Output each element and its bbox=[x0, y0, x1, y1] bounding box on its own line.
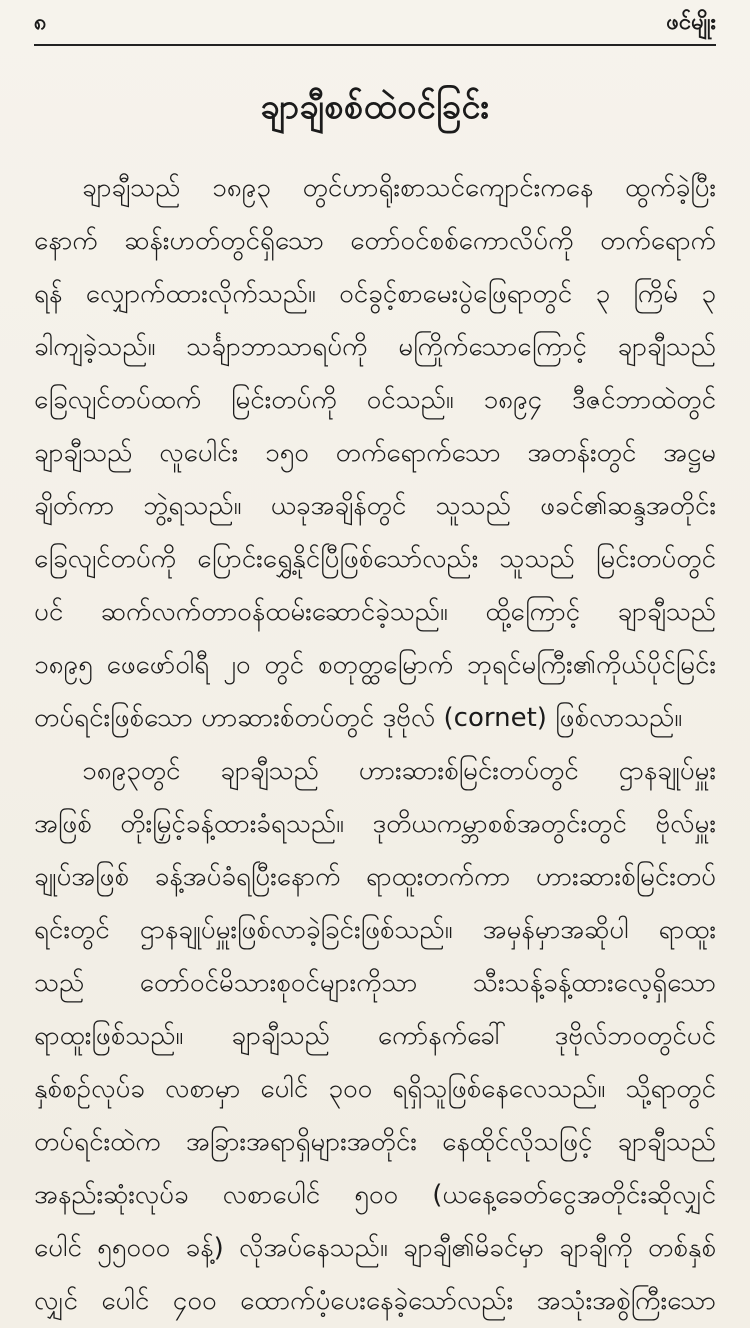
text-line: သည် တော်ဝင်မိသားစုဝင်များကိုသာ သီးသန့်ခန့်ထားလေ့ရှိသော bbox=[34, 968, 716, 998]
text-line: ခြေလျင်တပ်ထက် မြင်းတပ်ကို ဝင်သည်။ ၁၈၉၄ ဒီဇင်ဘာထဲတွင် bbox=[34, 385, 716, 415]
chapter-title: ချာချီစစ်ထဲဝင်ခြင်း bbox=[260, 87, 490, 127]
text-line: ချုပ်အဖြစ် ခန့်အပ်ခံရပြီးနောက် ရာထူးတက်ကာ ဟားဆားစ်မြင်းတပ် bbox=[34, 862, 716, 892]
text-line: ပေါင် ၅၅၀၀၀ ခန့်) လိုအပ်နေသည်။ ချာချီ၏မိခင်မှာ ချာချီကို တစ်နှစ် bbox=[34, 1233, 716, 1263]
header-rule bbox=[34, 44, 716, 46]
text-line: ခါကျခဲ့သည်။ သင်္ချာဘာသာရပ်ကို မကြိုက်သောကြောင့် ချာချီသည် bbox=[34, 332, 716, 362]
page-header bbox=[34, 8, 716, 38]
page-number: ၈ bbox=[34, 9, 47, 35]
text-line: ချာချီသည် လူပေါင်း ၁၅၀ တက်ရောက်သော အတန်းတွင် အဋ္ဌမ bbox=[34, 438, 716, 468]
body-text bbox=[34, 162, 716, 1328]
text-line: အဖြစ် တိုးမြှင့်ခန့်ထားခံရသည်။ ဒုတိယကမ္ဘာစစ်အတွင်းတွင် ဗိုလ်မှူး bbox=[34, 809, 716, 839]
running-title: ဖင်မျိုး bbox=[666, 9, 716, 35]
text-line: ချာချီသည် ၁၈၉၃ တွင်ဟာရိုးစာသင်ကျောင်းကနေ ထွက်ခဲ့ပြီး bbox=[82, 173, 716, 203]
text-line: နောက် ဆန်းဟတ်တွင်ရှိသော တော်ဝင်စစ်ကောလိပ်ကို တက်ရောက် bbox=[34, 226, 716, 256]
text-line: ရင်းတွင် ဌာနချုပ်မှူးဖြစ်လာခဲ့ခြင်းဖြစ်သည်။ အမှန်မှာအဆိုပါ ရာထူး bbox=[34, 915, 716, 945]
text-line: ၁၈၉၅ ဖေဖော်ဝါရီ ၂၀ တွင် စတုတ္ထမြောက် ဘုရင်မကြီး၏ကိုယ်ပိုင်မြင်း bbox=[34, 650, 716, 680]
text-line: တပ်ရင်းထဲက အခြားအရာရှိများအတိုင်း နေထိုင်လိုသဖြင့် ချာချီသည် bbox=[34, 1127, 716, 1157]
text-line: ၁၈၉၃တွင် ချာချီသည် ဟားဆားစ်မြင်းတပ်တွင် ဌာနချုပ်မှူး bbox=[82, 756, 716, 786]
text-line: တပ်ရင်းဖြစ်သော ဟာဆားစ်တပ်တွင် ဒုဗိုလ် (cornet) ဖြစ်လာသည်။ bbox=[34, 703, 683, 733]
text-line: ချိတ်ကာ ဘွဲ့ရသည်။ ယခုအချိန်တွင် သူသည် ဖခင်၏ဆန္ဒအတိုင်း bbox=[34, 491, 716, 521]
text-line: ရာထူးဖြစ်သည်။ ချာချီသည် ကော်နက်ခေါ် ဒုဗိုလ်ဘဝတွင်ပင် bbox=[34, 1021, 716, 1051]
text-line: နှစ်စဉ်လုပ်ခ လစာမှာ ပေါင် ၃၀၀ ရရှိသူဖြစ်နေလေသည်။ သို့ရာတွင် bbox=[34, 1074, 716, 1104]
text-line: ရန် လျှောက်ထားလိုက်သည်။ ဝင်ခွင့်စာမေးပွဲဖြေရာတွင် ၃ ကြိမ် ၃ bbox=[34, 279, 716, 309]
text-line: လျှင် ပေါင် ၄၀၀ ထောက်ပံ့ပေးနေခဲ့သော်လည်း အသုံးအစွဲကြီးသော bbox=[34, 1286, 716, 1316]
text-line: ပင် ဆက်လက်တာဝန်ထမ်းဆောင်ခဲ့သည်။ ထို့ကြောင့် ချာချီသည် bbox=[34, 597, 716, 627]
text-line: ခြေလျင်တပ်ကို ပြောင်းရွှေ့နိုင်ပြီဖြစ်သော်လည်း သူသည် မြင်းတပ်တွင် bbox=[34, 544, 716, 574]
text-line: အနည်းဆုံးလုပ်ခ လစာပေါင် ၅၀၀ (ယနေ့ခေတ်ငွေအတိုင်းဆိုလျှင် bbox=[34, 1180, 716, 1210]
